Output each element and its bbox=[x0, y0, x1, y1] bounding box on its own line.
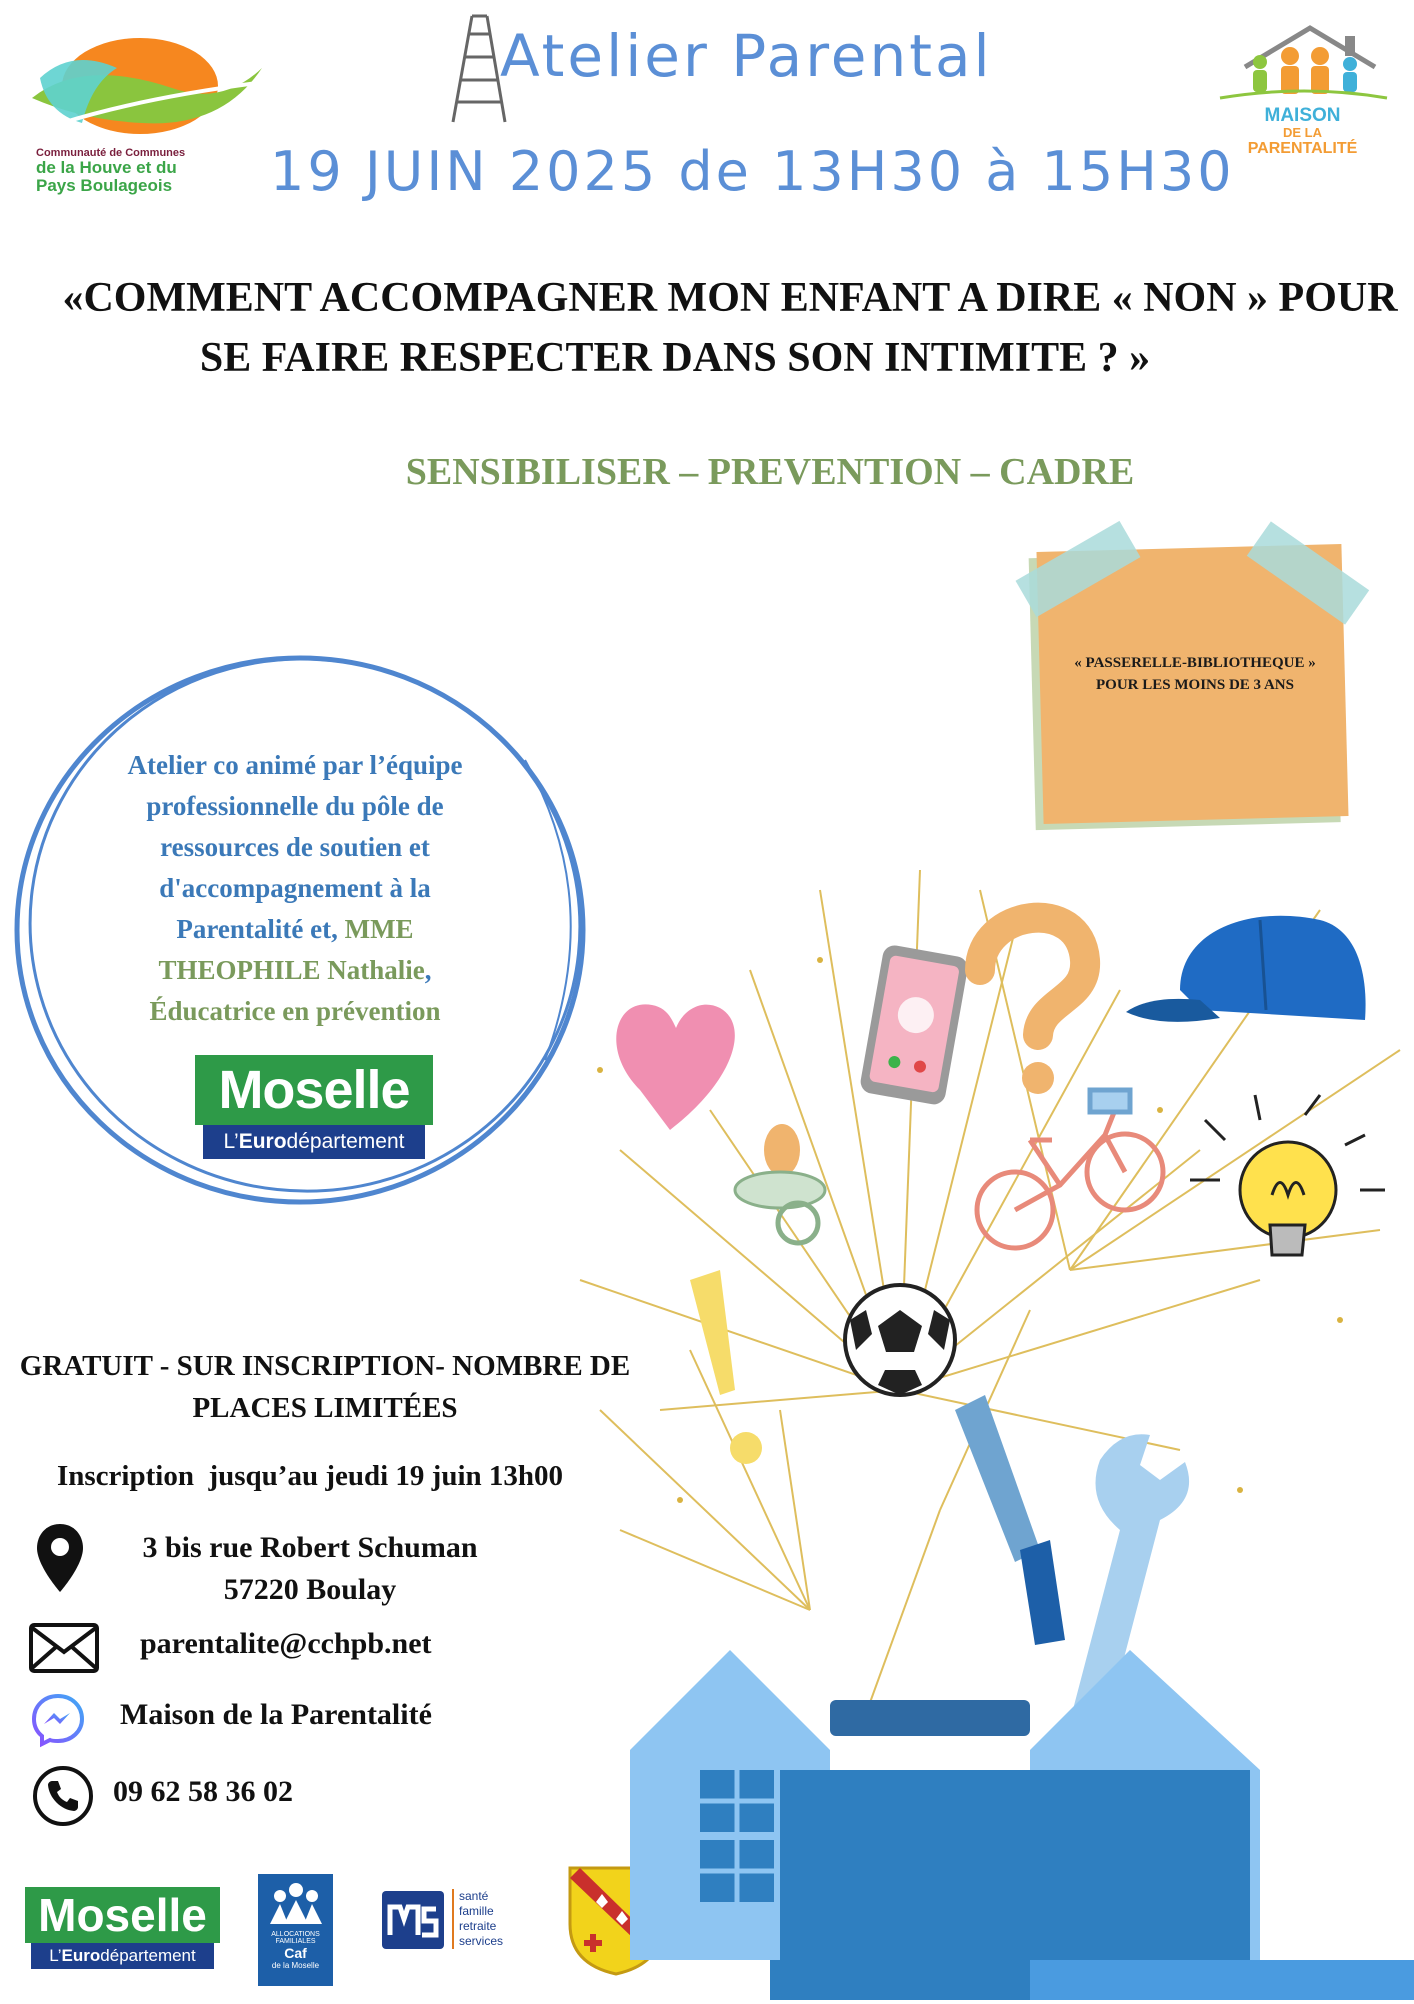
msa-line4: services bbox=[459, 1934, 504, 1948]
moselle-footer-sub-bold: Euro bbox=[61, 1946, 101, 1965]
maison-parentalite-logo bbox=[1215, 22, 1390, 162]
question-line1: «COMMENT ACCOMPAGNER MON ENFANT A DIRE « NON » POUR bbox=[62, 275, 1398, 321]
moselle-footer-logo bbox=[25, 1887, 220, 1969]
email-link[interactable]: parentalite@cchpb.net bbox=[140, 1627, 432, 1660]
address bbox=[125, 1527, 495, 1611]
inscription-deadline: Inscription jusqu’au jeudi 19 juin 13h00 bbox=[56, 1460, 564, 1492]
cc-houve-logo bbox=[22, 28, 267, 195]
moselle-logo-sub bbox=[203, 1125, 425, 1159]
circle-line1: Atelier co animé par l’équipe bbox=[127, 750, 463, 780]
msa-line3: retraite bbox=[459, 1919, 497, 1933]
address-line1: 3 bis rue Robert Schuman bbox=[142, 1531, 478, 1564]
conditions bbox=[0, 1345, 650, 1429]
event-date: 19 JUIN 2025 de 13H30 à 15H30 bbox=[270, 140, 1235, 203]
conditions-line2: PLACES LIMITÉES bbox=[192, 1392, 458, 1424]
maison-logo-line1: MAISON bbox=[1264, 105, 1341, 126]
cc-logo-line2: de la Houve et du bbox=[36, 158, 177, 177]
heart-icon bbox=[616, 1004, 735, 1130]
conditions-line1: GRATUIT - SUR INSCRIPTION- NOMBRE DE bbox=[19, 1350, 631, 1382]
screwdriver-icon bbox=[955, 1395, 1065, 1645]
caf-line2: FAMILIALES bbox=[275, 1938, 316, 1945]
circle-line5b: MME bbox=[344, 914, 414, 944]
soccer-ball-icon bbox=[845, 1285, 955, 1395]
moselle-footer-sub bbox=[31, 1943, 214, 1969]
circle-line5 bbox=[60, 909, 530, 950]
location-pin-icon bbox=[35, 1522, 85, 1598]
cc-houve-logo-graphic bbox=[22, 28, 267, 143]
moselle-logo bbox=[195, 1055, 433, 1159]
circle-line2: professionnelle du pôle de bbox=[146, 791, 444, 821]
toolbox-icon bbox=[630, 1650, 1414, 2000]
msa-line2: famille bbox=[459, 1904, 494, 1918]
cap-icon bbox=[1126, 916, 1366, 1022]
exclamation-icon bbox=[690, 1270, 762, 1464]
msa-text bbox=[452, 1889, 503, 1949]
tagline: SENSIBILISER – PREVENTION – CADRE bbox=[405, 451, 1135, 493]
cc-logo-line1: Communauté de Communes bbox=[36, 147, 186, 159]
msa-logo bbox=[382, 1887, 522, 1953]
messenger-icon bbox=[30, 1692, 86, 1752]
moselle-sub-post: département bbox=[286, 1130, 405, 1153]
lightbulb-icon bbox=[1190, 1095, 1385, 1255]
caf-logo bbox=[258, 1874, 333, 1986]
workshop-question bbox=[60, 268, 1400, 388]
maison-logo-line2: DE LA bbox=[1283, 125, 1322, 140]
caf-family-icon bbox=[266, 1880, 326, 1926]
caf-line4: de la Moselle bbox=[271, 1961, 320, 1970]
moselle-footer-sub-pre: L’ bbox=[49, 1946, 62, 1965]
msa-line1: santé bbox=[459, 1889, 489, 1903]
circle-line7: Éducatrice en prévention bbox=[149, 996, 441, 1026]
question-line2: SE FAIRE RESPECTER DANS SON INTIMITE ? » bbox=[199, 335, 1151, 381]
note-line1: « PASSERELLE-BIBLIOTHEQUE » bbox=[1074, 655, 1316, 671]
moselle-logo-name: Moselle bbox=[195, 1055, 433, 1125]
circle-line4: d'accompagnement à la bbox=[159, 873, 431, 903]
circle-line3: ressources de soutien et bbox=[160, 832, 430, 862]
circle-line6b: , bbox=[424, 955, 432, 985]
phone-number[interactable]: 09 62 58 36 02 bbox=[113, 1775, 293, 1808]
smartphone-icon bbox=[859, 944, 970, 1107]
bicycle-icon bbox=[977, 1090, 1163, 1248]
caf-line3: Caf bbox=[284, 1945, 307, 1961]
moselle-footer-name: Moselle bbox=[25, 1887, 220, 1943]
note-line2: POUR LES MOINS DE 3 ANS bbox=[1096, 677, 1294, 693]
circle-line5a: Parentalité et, bbox=[176, 914, 345, 944]
msa-mark bbox=[382, 1891, 444, 1949]
caf-line1: ALLOCATIONS bbox=[271, 1931, 320, 1938]
moselle-footer-sub-post: département bbox=[100, 1946, 196, 1965]
moselle-sub-bold: Euro bbox=[238, 1130, 287, 1153]
circle-line6a: THEOPHILE Nathalie bbox=[158, 955, 425, 985]
page-title: Atelier Parental bbox=[500, 22, 993, 90]
moselle-sub-pre: L’ bbox=[223, 1130, 239, 1153]
messenger-link[interactable]: Maison de la Parentalité bbox=[120, 1698, 432, 1731]
circle-text bbox=[60, 745, 530, 1032]
mail-icon bbox=[28, 1622, 100, 1678]
illustration bbox=[560, 850, 1414, 2000]
address-line2: 57220 Boulay bbox=[223, 1573, 397, 1606]
cc-logo-line3: Pays Boulageois bbox=[36, 176, 173, 195]
circle-line6 bbox=[60, 950, 530, 991]
house-family-icon bbox=[1215, 22, 1390, 102]
maison-logo-line3: PARENTALITÉ bbox=[1247, 140, 1358, 157]
note-text bbox=[1050, 652, 1340, 696]
phone-icon bbox=[32, 1765, 94, 1831]
